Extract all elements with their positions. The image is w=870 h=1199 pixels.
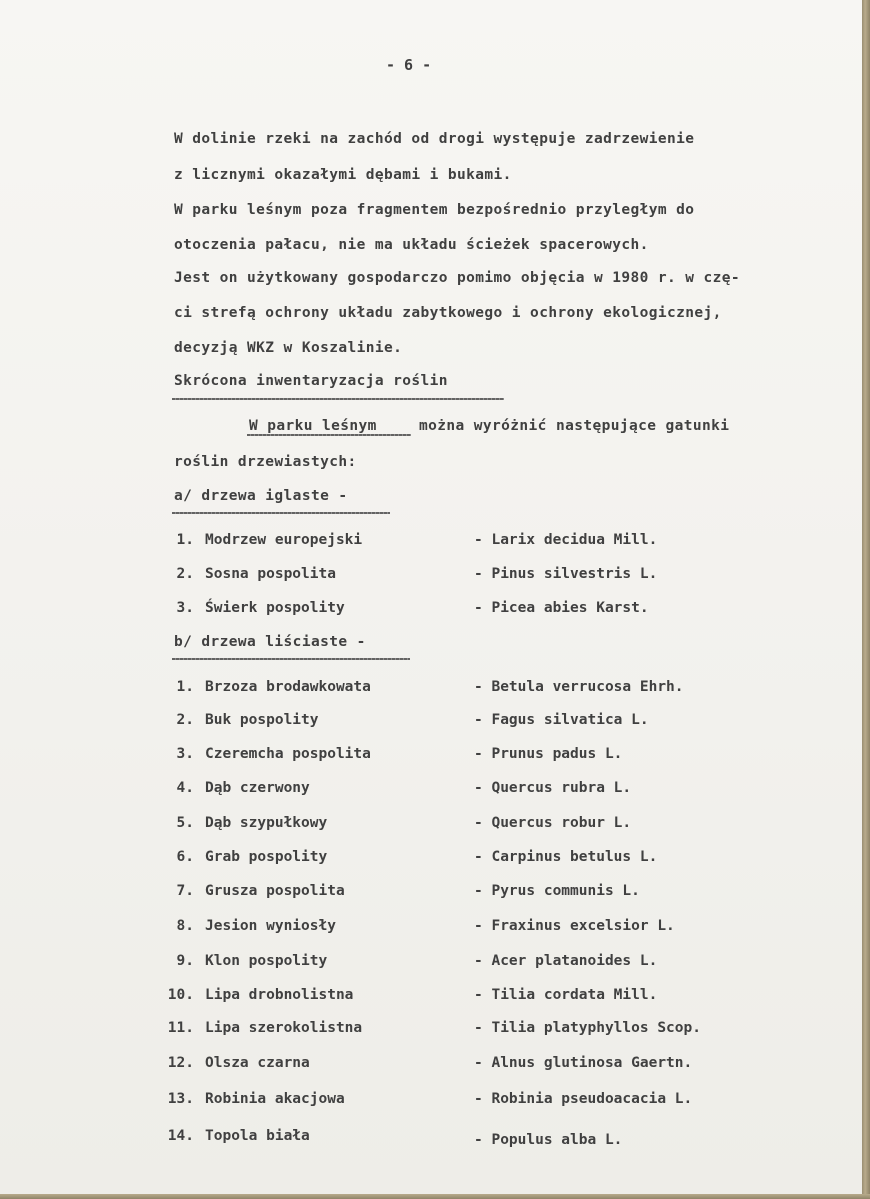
item-polish-name: Olsza czarna (205, 1055, 310, 1071)
page-number: - 6 - (386, 56, 432, 74)
item-latin-name: - Fagus silvatica L. (474, 712, 649, 728)
item-number: 5. (176, 815, 194, 831)
paragraph-line: ci strefą ochrony układu zabytkowego i ochrony ekologicznej, (174, 305, 722, 321)
item-number: 10. (167, 987, 194, 1003)
item-polish-name: Świerk pospolity (205, 600, 345, 616)
item-polish-name: Lipa szerokolistna (205, 1020, 363, 1036)
paragraph-line: W dolinie rzeki na zachód od drogi występuje zadrzewienie (174, 131, 695, 147)
item-polish-name: Brzoza brodawkowata (205, 679, 371, 695)
item-polish-name: Modrzew europejski (205, 532, 363, 548)
item-polish-name: Grusza pospolita (205, 883, 345, 899)
item-latin-name: - Fraxinus excelsior L. (474, 918, 675, 934)
paragraph-line: Jest on użytkowany gospodarczo pomimo objęcia w 1980 r. w czę- (174, 270, 741, 286)
item-latin-name: - Pyrus communis L. (474, 883, 640, 899)
group-heading: b/ drzewa liściaste - (174, 634, 366, 650)
item-number: 2. (176, 712, 194, 728)
item-polish-name: Klon pospolity (205, 953, 328, 969)
item-polish-name: Grab pospolity (205, 849, 328, 865)
item-polish-name: Dąb czerwony (205, 780, 310, 796)
paper-edge-right (862, 0, 870, 1199)
item-latin-name: - Tilia platyphyllos Scop. (474, 1020, 701, 1036)
intro-underline (247, 434, 411, 436)
item-polish-name: Lipa drobnolistna (205, 987, 354, 1003)
item-latin-name: - Betula verrucosa Ehrh. (474, 679, 684, 695)
section-heading: Skrócona inwentaryzacja roślin (174, 373, 448, 389)
item-latin-name: - Quercus rubra L. (474, 780, 632, 796)
item-polish-name: Dąb szypułkowy (205, 815, 328, 831)
item-polish-name: Robinia akacjowa (205, 1091, 345, 1107)
item-polish-name: Czeremcha pospolita (205, 746, 371, 762)
item-number: 3. (176, 600, 194, 616)
item-number: 12. (167, 1055, 194, 1071)
paragraph-line: z licznymi okazałymi dębami i bukami. (174, 167, 512, 183)
item-number: 2. (176, 566, 194, 582)
group-heading-underline (172, 512, 390, 514)
intro-rest: można wyróżnić następujące gatunki (419, 418, 730, 434)
intro-second-line: roślin drzewiastych: (174, 454, 357, 470)
item-latin-name: - Larix decidua Mill. (474, 532, 658, 548)
item-number: 7. (176, 883, 194, 899)
item-latin-name: - Pinus silvestris L. (474, 566, 658, 582)
item-latin-name: - Prunus padus L. (474, 746, 623, 762)
item-latin-name: - Quercus robur L. (474, 815, 632, 831)
paragraph-line: decyzją WKZ w Koszalinie. (174, 340, 403, 356)
item-number: 1. (176, 532, 194, 548)
item-latin-name: - Picea abies Karst. (474, 600, 649, 616)
item-number: 11. (167, 1020, 194, 1036)
item-number: 14. (167, 1128, 194, 1144)
paper-edge-bottom (0, 1194, 870, 1199)
item-number: 3. (176, 746, 194, 762)
item-latin-name: - Tilia cordata Mill. (474, 987, 658, 1003)
item-latin-name: - Acer platanoides L. (474, 953, 658, 969)
item-number: 13. (167, 1091, 194, 1107)
item-latin-name: - Alnus glutinosa Gaertn. (474, 1055, 693, 1071)
group-heading-underline (172, 658, 410, 660)
group-heading: a/ drzewa iglaste - (174, 488, 348, 504)
item-latin-name: - Populus alba L. (474, 1132, 623, 1148)
item-latin-name: - Robinia pseudoacacia L. (474, 1091, 693, 1107)
item-polish-name: Sosna pospolita (205, 566, 336, 582)
item-number: 1. (176, 679, 194, 695)
item-latin-name: - Carpinus betulus L. (474, 849, 658, 865)
item-number: 9. (176, 953, 194, 969)
item-number: 6. (176, 849, 194, 865)
section-heading-underline (172, 398, 504, 400)
intro-underlined: W parku leśnym (249, 418, 377, 434)
item-polish-name: Topola biała (205, 1128, 310, 1144)
item-number: 8. (176, 918, 194, 934)
paragraph-line: W parku leśnym poza fragmentem bezpośrednio przyległym do (174, 202, 695, 218)
item-polish-name: Jesion wyniosły (205, 918, 336, 934)
paragraph-line: otoczenia pałacu, nie ma układu ścieżek spacerowych. (174, 237, 649, 253)
item-polish-name: Buk pospolity (205, 712, 319, 728)
item-number: 4. (176, 780, 194, 796)
